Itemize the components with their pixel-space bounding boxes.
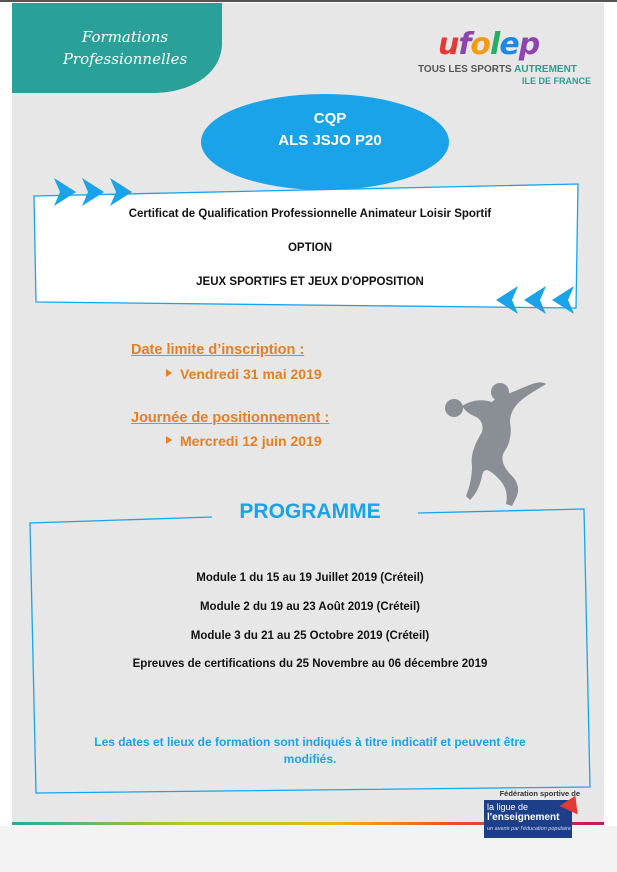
module-item: Epreuves de certifications du 25 Novembre au 06 décembre 2019 xyxy=(132,658,488,670)
logo-letter: o xyxy=(470,27,491,62)
positioning-label: Journée de positionnement : xyxy=(131,410,330,426)
deadline-value: Vendredi 31 mai 2019 xyxy=(180,366,322,382)
module-item: Module 1 du 15 au 19 Juillet 2019 (Créteil) xyxy=(196,572,424,584)
ligue-line-1: la ligue de xyxy=(487,802,529,812)
ligue-line-3: un avenir par l'éducation populaire xyxy=(487,826,571,832)
formations-badge xyxy=(30,26,220,70)
tagline-part-2: AUTREMENT xyxy=(514,64,577,75)
ufolep-wordmark xyxy=(438,28,539,62)
logo-tagline xyxy=(418,64,577,75)
certificate-title: Certificat de Qualification Professionnelle Animateur Loisir Sportif xyxy=(128,208,492,220)
programme-title: PROGRAMME xyxy=(239,500,381,523)
chevrons-right-icon xyxy=(52,174,142,210)
handball-player-icon xyxy=(440,378,550,508)
federation-caption: Fédération sportive de xyxy=(499,789,580,798)
ufolep-logo xyxy=(410,28,600,88)
cqp-title xyxy=(200,108,460,152)
module-item: Module 2 du 19 au 23 Août 2019 (Créteil) xyxy=(199,601,421,613)
cqp-line-2: ALS JSJO P20 xyxy=(278,132,382,149)
positioning-date xyxy=(166,433,322,449)
logo-letter: l xyxy=(490,27,500,62)
ligue-enseignement-logo xyxy=(482,789,580,841)
deadline-date xyxy=(166,366,322,382)
top-divider xyxy=(0,0,617,2)
bullet-triangle-icon xyxy=(166,436,172,444)
badge-line-1: Formations xyxy=(81,28,169,46)
logo-letter: u xyxy=(438,27,459,62)
bullet-triangle-icon xyxy=(166,369,172,377)
tagline-part-1: TOUS LES SPORTS xyxy=(418,64,515,75)
deadline-label: Date limite d’inscription : xyxy=(131,342,305,358)
module-item: Module 3 du 21 au 25 Octobre 2019 (Créteil) xyxy=(190,630,430,642)
logo-letter: f xyxy=(458,27,471,62)
logo-letter: p xyxy=(518,27,540,62)
logo-letter: e xyxy=(499,27,519,62)
chevrons-left-icon xyxy=(486,282,576,318)
certificate-specialty: JEUX SPORTIFS ET JEUX D'OPPOSITION xyxy=(196,276,424,288)
programme-note: Les dates et lieux de formation sont indiqués à titre indicatif et peuvent être modifiés. xyxy=(94,735,526,766)
cqp-line-1: CQP xyxy=(313,110,347,127)
ligue-line-2: l'enseignement xyxy=(487,812,560,823)
positioning-value: Mercredi 12 juin 2019 xyxy=(180,433,322,449)
logo-region: ILE DE FRANCE xyxy=(522,76,592,86)
badge-line-2: Professionnelles xyxy=(62,50,188,68)
certificate-option: OPTION xyxy=(287,242,333,254)
